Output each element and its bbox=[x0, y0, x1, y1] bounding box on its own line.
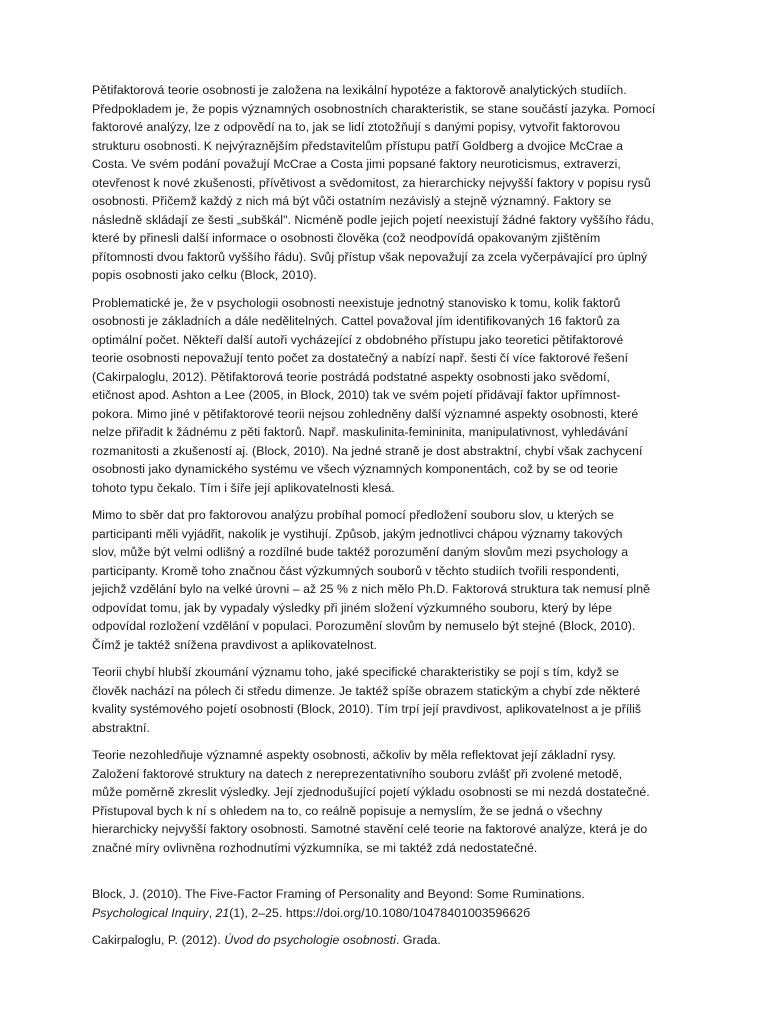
reference-volume: 21 bbox=[215, 905, 230, 920]
reference-cakirpaloglu-2012 bbox=[92, 931, 674, 950]
reference-block-2010 bbox=[92, 885, 674, 922]
reference-issue-pages-doi: (1), 2–25. https://doi.org/10.1080/1047840100359662б bbox=[229, 905, 531, 920]
references-list bbox=[92, 885, 674, 950]
reference-publisher: . Grada. bbox=[395, 933, 441, 947]
paragraph-2: Problematické je, že v psychologii osobnosti neexistuje jednotný stanovisko k tomu, kolik faktorů osobnosti je základních a dále nedělitelných. Cattel považoval jím identifikovaných 16 faktorů za optimální počet. Někteří další autoři vycházející z obdobného přístupu jako teoretici pětifaktorové teorie osobnosti nepovažují tento počet za dostatečný a nabízí např. šesti čí více faktorové řešení (Cakirpaloglu, 2012). Pětifaktorová teorie postrádá podstatné aspekty osobnosti jako svědomí, etičnost apod. Ashton a Lee (2005, in Block, 2010) tak ve svém pojetí přidávají faktor upřímnost- pokora. Mimo jiné v pětifaktorové teorii nejsou zohledněny další významné aspekty osobnosti, které nelze přiřadit k žádnému z pěti faktorů. Např. maskulinita-femininita, manipulativnost, vyhledávání rozmanitosti a zkušeností aj. (Block, 2010). Na jedné straně je dost abstraktní, chybí však zachycení osobnosti jako dynamického systému ve všech významných komponentách, což by se od teorie tohoto typu čekalo. Tím i šíře její aplikovatelnosti klesá. bbox=[92, 295, 643, 495]
paragraph-1: Pětifaktorová teorie osobnosti je založena na lexikální hypotéze a faktorově analytických studiích. Předpokladem je, že popis významných osobnostních charakteristik, se stane součástí jazyka. Pomocí faktorové analýzy, lze z odpovědí na to, jak se lidí ztotožňují s danými popisy, vytvořit faktorovou strukturu osobnosti. K nejvýraznějším představitelům přístupu patří Goldberg a dvojice McCrae a Costa. Ve svém podání považují McCrae a Costa jimi popsané faktory neuroticismus, extraverzi, otevřenost k nové zkušenosti, přívětivost a svědomitost, za hierarchicky nejvyšší faktory v popisu rysů osobnosti. Přičemž každý z nich má být vůči ostatním nezávislý a stejně významný. Faktory se následně skládají ze šesti „subškál". Nicméně podle jejich pojetí neexistují žádné faktory vyššího řádu, které by přinesli další informace o osobnosti člověka (což neodpovídá opakovaným zjištěním přítomnosti dvou faktorů vyššího řádu). Svůj přístup však nepovažují za zcela vyčerpávající pro úplný popis osobnosti jako celku (Block, 2010). bbox=[92, 83, 656, 282]
reference-text: Cakirpaloglu, P. (2012). bbox=[92, 933, 225, 947]
reference-separator: , bbox=[208, 905, 216, 920]
paragraph-4: Teorii chybí hlubší zkoumání významu toho, jaké specifické charakteristiky se pojí s tím, když se člověk nachází na pólech či středu dimenze. Je taktéž spíše obrazem statickým a chybí zde některé kvality systémového pojetí osobnosti (Block, 2010). Tím trpí její pravdivost, aplikovatelnost a je příliš abstraktní. bbox=[92, 665, 642, 735]
paragraph-3: Mimo to sběr dat pro faktorovou analýzu probíhal pomocí předložení souboru slov, u kterých se participanti měli vyjádřit, nakolik je vystihují. Způsob, jakým jednotlivci chápou významy takových slov, může být velmi odlišný a rozdílné bude taktéž porozumění daným slovům mezi psychology a participanty. Kromě toho značnou část výzkumných souborů v těchto studiích tvořili respondenti, jejichž vzdělání bylo na velké úrovni – až 25 % z nich mělo Ph.D. Faktorová struktura tak nemusí plně odpovídat tomu, jak by vypadaly výsledky při jiném složení výzkumného souboru, který by lépe odpovídal rozložení vzdělání v populaci. Porozumění slovům by nemuselo být stejné (Block, 2010). Čímž je taktéž snížena pravdivost a aplikovatelnost. bbox=[92, 508, 650, 652]
reference-book-title: Úvod do psychologie osobnosti bbox=[224, 933, 396, 947]
document-body bbox=[92, 81, 674, 857]
reference-text: Block, J. (2010). The Five-Factor Framing of Personality and Beyond: Some Ruminations. bbox=[92, 887, 585, 901]
paragraph-5: Teorie nezohledňuje významné aspekty osobnosti, ačkoliv by měla reflektovat její základní rysy. Založení faktorové struktury na datech z nereprezentativního souboru zvlášť při zvolené metodě, může poměrně zkreslit výsledky. Její zjednodušující pojetí výkladu osobnosti se mi nezdá dostatečné. Přistupoval bych k ní s ohledem na to, co reálně popisuje a nemyslím, že se jedná o všechny hierarchicky nejvyšší faktory osobnosti. Samotné stavění celé teorie na faktorové analýze, která je do značné míry ovlivněna rozhodnutími výzkumníka, se mi taktéž zdá nedostatečné. bbox=[92, 748, 650, 855]
reference-journal: Psychological Inquiry bbox=[92, 905, 209, 920]
